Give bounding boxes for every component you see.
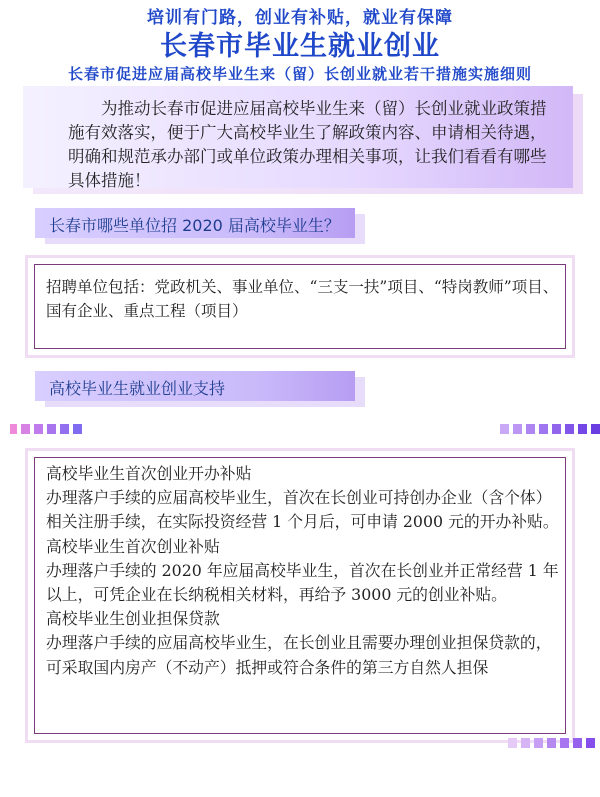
page-subtitle: 长春市促进应届高校毕业生来（留）长创业就业若干措施实施细则	[67, 65, 532, 83]
section2-heading: 高校毕业生就业创业支持	[35, 371, 355, 401]
item2-title: 高校毕业生首次创业补贴	[46, 536, 220, 556]
intro-box	[23, 86, 573, 188]
decorative-dots-left	[10, 424, 82, 434]
item3-title: 高校毕业生创业担保贷款	[46, 609, 220, 629]
page-title: 长春市毕业生就业创业	[160, 31, 440, 62]
decorative-dots-right	[500, 424, 600, 434]
item1-body: 办理落户手续的应届高校毕业生，首次在长创业可持创办企业（含个体）相关注册手续，在实际投资经营 1 个月后，可申请 2000 元的开办补贴。	[46, 488, 559, 532]
item1-title: 高校毕业生首次创业开办补贴	[46, 464, 252, 483]
section2-body	[46, 462, 566, 679]
section1-body: 招聘单位包括：党政机关、事业单位、“三支一扶”项目、“特岗教师”项目、国有企业、重点工程（项目）	[46, 278, 559, 320]
item3-body: 办理落户手续的应届高校毕业生，在长创业且需要办理创业担保贷款的，可采取国内房产（不动产）抵押或符合条件的第三方自然人担保	[46, 633, 552, 677]
decorative-dots-bottom	[508, 738, 595, 748]
intro-text: 为推动长春市促进应届高校毕业生来（留）长创业就业政策措施有效落实，便于广大高校毕业生了解政策内容、申请相关待遇，明确和规范承办部门或单位政策办理相关事项，让我们看看有哪些具体措施！	[68, 99, 547, 190]
tagline: 培训有门路，创业有补贴，就业有保障	[147, 8, 453, 28]
section1-heading: 长春市哪些单位招 2020 届高校毕业生？	[35, 208, 355, 238]
item2-body: 办理落户手续的 2020 年应届高校毕业生，首次在长创业并正常经营 1 年以上，可凭企业在长纳税相关材料，再给予 3000 元的创业补贴。	[46, 560, 559, 605]
